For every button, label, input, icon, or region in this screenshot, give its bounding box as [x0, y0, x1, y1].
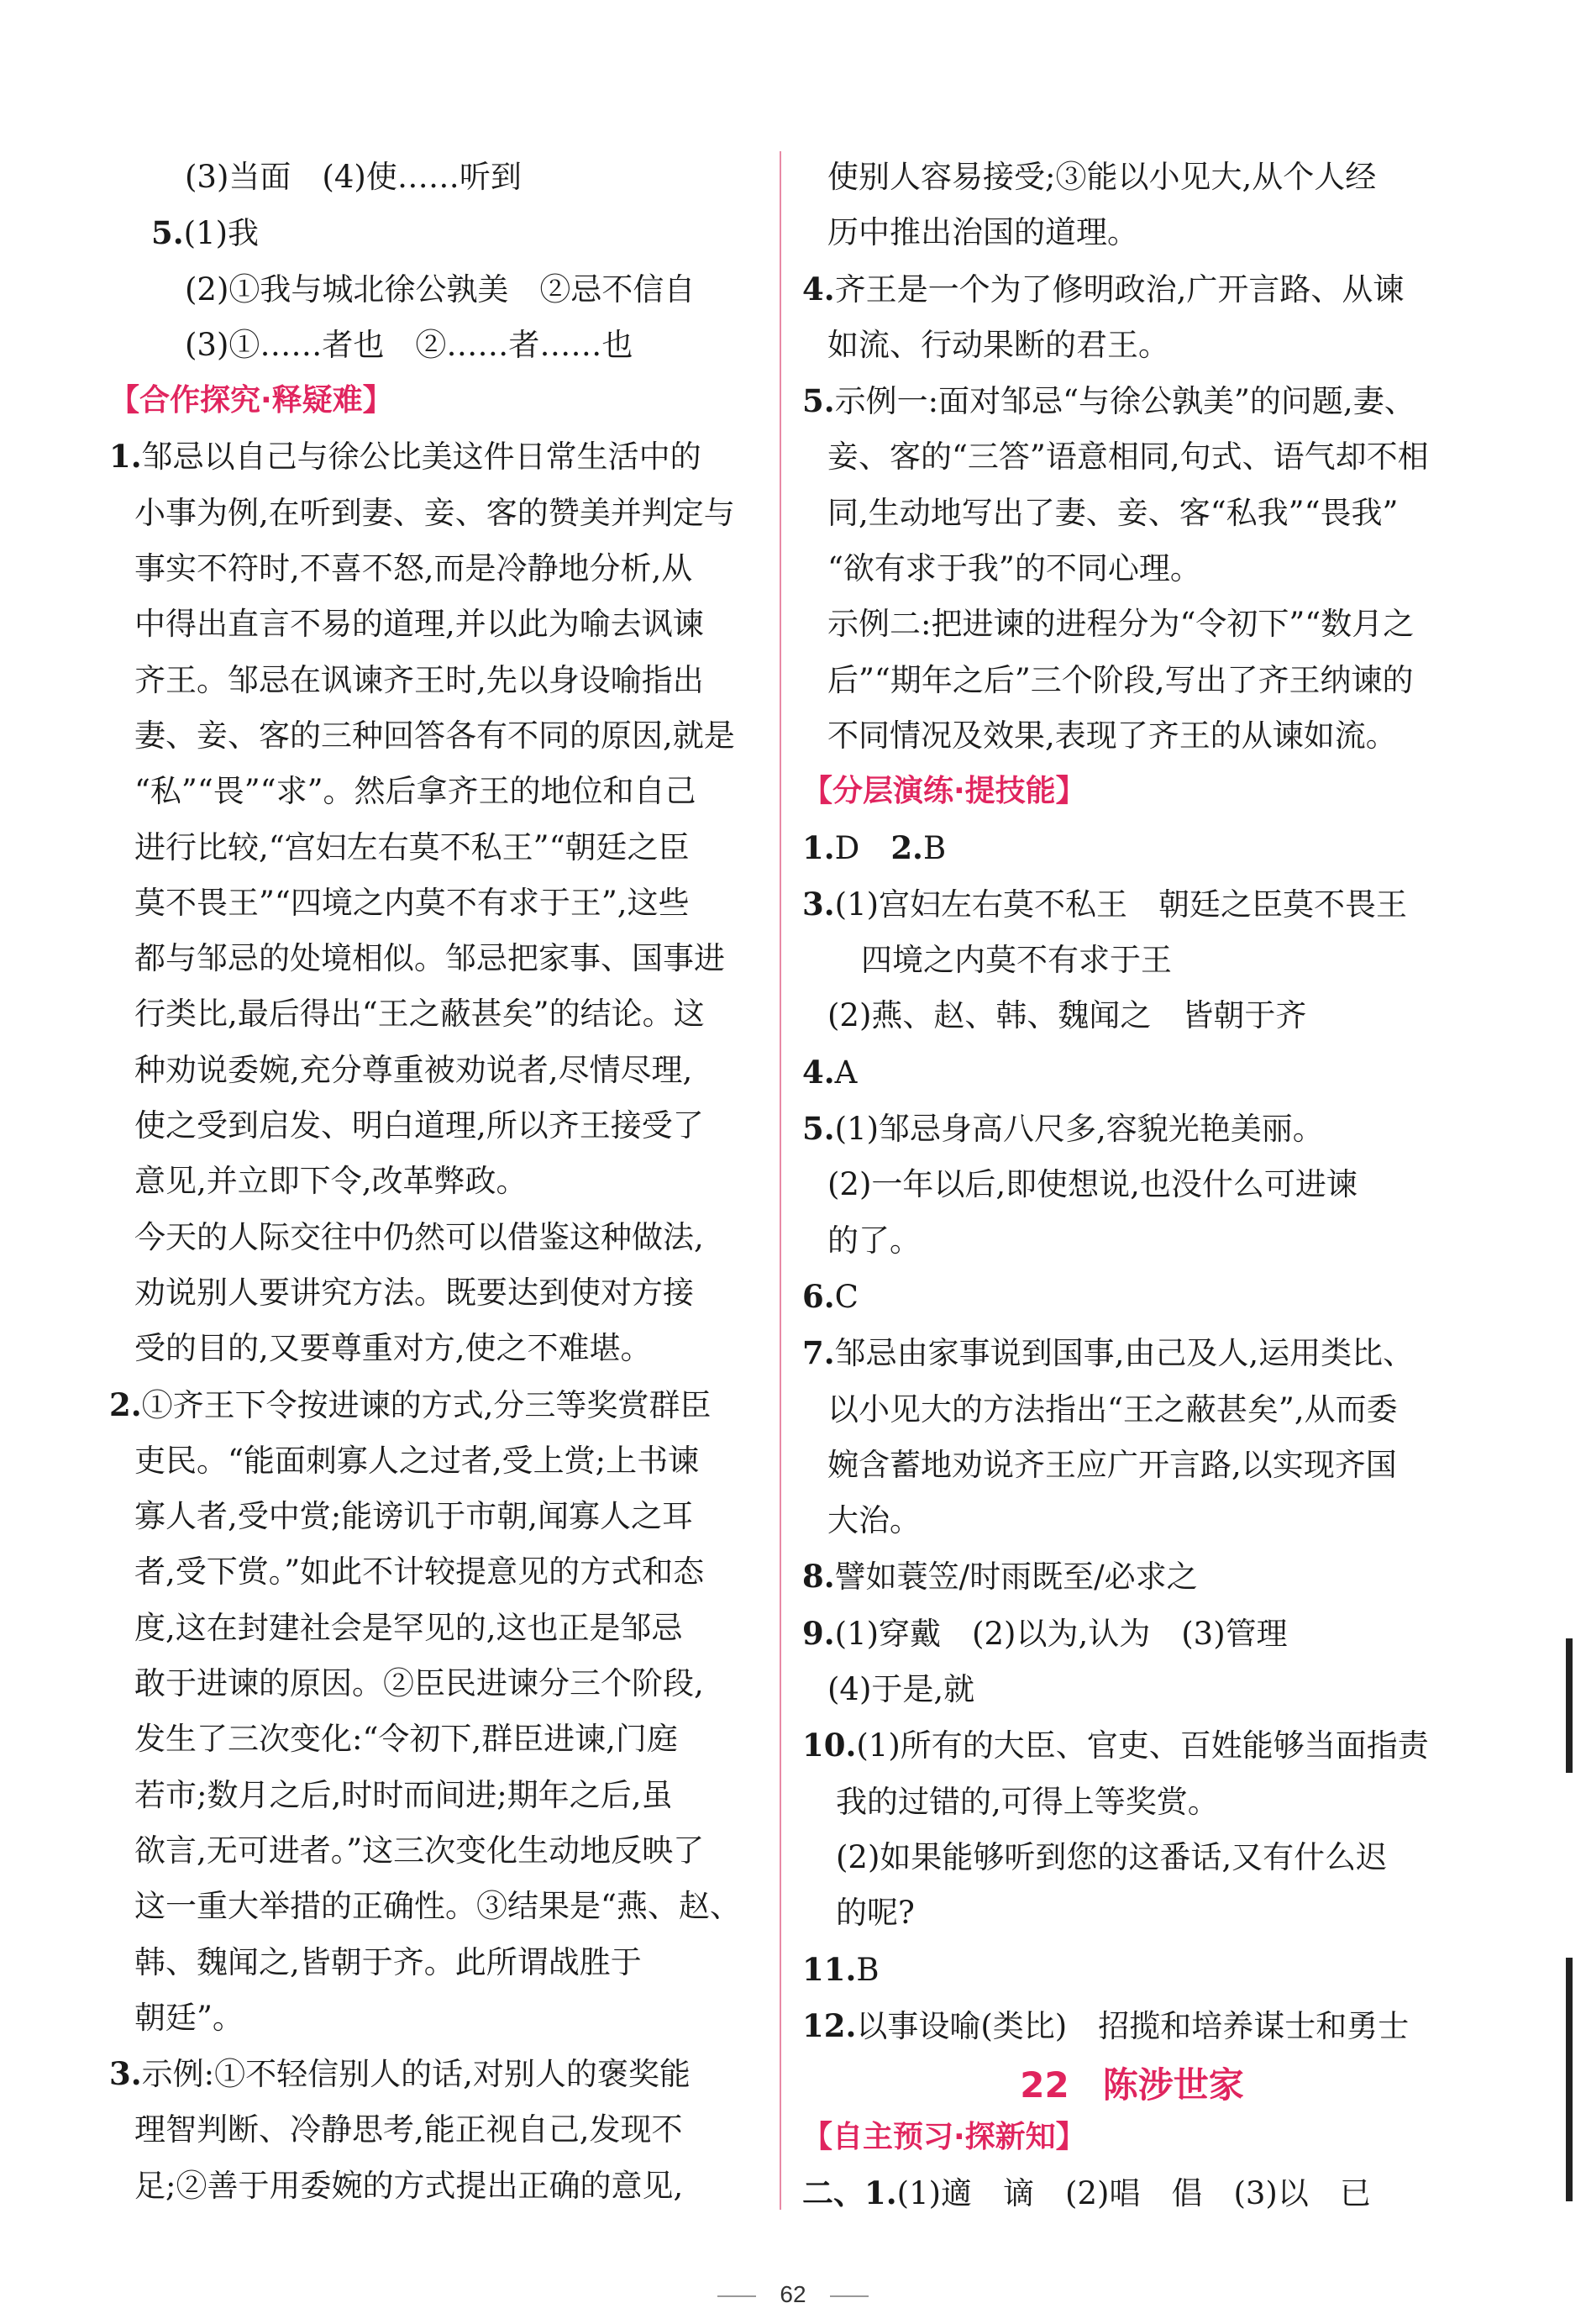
- right-column: [802, 150, 1462, 2222]
- answer-item: [109, 205, 760, 261]
- answer-text: (1)適 谪 (2)唱 倡 (3)以 已: [896, 2175, 1371, 2212]
- text-line: (4)于是,就: [827, 1671, 975, 1708]
- item-number: 1.: [802, 828, 835, 866]
- answer-text: 譬如蓑笠/时雨既至/必求之: [834, 1559, 1198, 1596]
- text-line: 韩、魏闻之,皆朝于齐。此所谓战胜于: [134, 1943, 642, 1980]
- answer-item: [109, 429, 760, 485]
- column-divider: [780, 151, 781, 2210]
- text-line: “欲有求于我”的不同心理。: [827, 550, 1201, 587]
- answer-item: [802, 1325, 1462, 1381]
- text-line: (2)燕、赵、韩、魏闻之 皆朝于齐: [827, 997, 1307, 1034]
- text-line: 今天的人际交往中仍然可以借鉴这种做法,: [134, 1218, 704, 1255]
- text-line: 后”“期年之后”三个阶段,写出了齐王纳谏的: [827, 661, 1414, 698]
- text-line: (3)当面 (4)使……听到: [185, 159, 522, 195]
- section-heading: 【分层演练·提技能】: [802, 774, 1086, 809]
- text-line: 都与邹忌的处境相似。邹忌把家事、国事进: [134, 940, 725, 977]
- text-line: 小事为例,在听到妻、妾、客的赞美并判定与: [134, 494, 735, 531]
- text-line: (2)①我与城北徐公孰美 ②忌不信自: [185, 271, 696, 308]
- item-number: 2.: [109, 1385, 142, 1423]
- answer-text: B: [856, 1951, 880, 1988]
- text-line: 妻、妾、客的三种回答各有不同的原因,就是: [134, 717, 735, 754]
- answer-text: 邹忌由家事说到国事,由己及人,运用类比、: [834, 1335, 1415, 1372]
- text-line: 这一重大举措的正确性。③结果是“燕、赵、: [134, 1888, 741, 1925]
- text-line: 历中推出治国的道理。: [827, 214, 1138, 251]
- text-line: 的了。: [827, 1222, 921, 1259]
- answer-text: (1)宫妇左右莫不私王 朝廷之臣莫不畏王: [834, 886, 1408, 923]
- text-line: 意见,并立即下令,改革弊政。: [134, 1163, 528, 1200]
- answer-item: [802, 1998, 1462, 2054]
- answer-text: (1)邹忌身高八尺多,容貌光艳美丽。: [834, 1111, 1324, 1148]
- page-number: 62: [780, 2281, 806, 2307]
- answer-item: [802, 876, 1462, 933]
- text-line: 四境之内莫不有求于王: [861, 942, 1172, 979]
- text-line: 齐王。邹忌在讽谏齐王时,先以身设喻指出: [134, 661, 704, 698]
- text-line: 吏民。“能面刺寡人之过者,受上赏;上书谏: [134, 1442, 700, 1479]
- item-number: 5.: [151, 214, 184, 252]
- text-line: 者,受下赏。”如此不计较提意见的方式和态: [134, 1554, 705, 1591]
- text-line: 示例二:把进谏的进程分为“令初下”“数月之: [827, 606, 1415, 643]
- text-line: (3)①……者也 ②……者……也: [185, 326, 633, 363]
- answer-text: (1)所有的大臣、官吏、百姓能够当面指责: [856, 1727, 1429, 1764]
- text-line: 足;②善于用委婉的方式提出正确的意见,: [134, 2167, 684, 2204]
- answer-item: [802, 2165, 1462, 2221]
- answer-text: 示例:①不轻信别人的话,对别人的褒奖能: [141, 2056, 691, 2093]
- text-line: 寡人者,受中赏;能谤讥于市朝,闻寡人之耳: [134, 1498, 693, 1535]
- text-line: 我的过错的,可得上等奖赏。: [836, 1783, 1219, 1820]
- page-footer: [0, 2281, 1586, 2308]
- left-column: [109, 150, 760, 2214]
- answer-item: [802, 1044, 1462, 1101]
- answer-item: [109, 2046, 760, 2102]
- text-line: 种劝说委婉,充分尊重被劝说者,尽情尽理,: [134, 1051, 693, 1088]
- item-number: 12.: [802, 2006, 857, 2044]
- answer-item: [802, 1269, 1462, 1325]
- text-line: 不同情况及效果,表现了齐王的从谏如流。: [827, 717, 1397, 754]
- answer-text: D: [834, 829, 891, 866]
- item-number: 2.: [890, 828, 923, 866]
- scan-edge-mark: [1566, 1638, 1573, 1773]
- answer-item: [802, 1101, 1462, 1157]
- footer-dash-right: [830, 2295, 869, 2297]
- text-line: 中得出直言不易的道理,并以此为喻去讽谏: [134, 606, 704, 643]
- text-line: 婉含蓄地劝说齐王应广开言路,以实现齐国: [827, 1446, 1397, 1483]
- answer-text: (1)我: [183, 215, 260, 252]
- answer-text: 以事设喻(类比) 招揽和培养谋士和勇士: [856, 2007, 1410, 2044]
- item-number: 4.: [802, 270, 835, 308]
- text-line: 的呢?: [836, 1895, 915, 1932]
- item-number: 9.: [802, 1614, 835, 1652]
- item-number: 4.: [802, 1053, 835, 1091]
- text-line: 使之受到启发、明白道理,所以齐王接受了: [134, 1107, 704, 1144]
- answer-item: [109, 1377, 760, 1433]
- text-line: 劝说别人要讲究方法。既要达到使对方接: [134, 1274, 694, 1311]
- text-line: 欲言,无可进者。”这三次变化生动地反映了: [134, 1832, 705, 1869]
- footer-dash-left: [717, 2295, 756, 2297]
- text-line: 发生了三次变化:“令初下,群臣进谏,门庭: [134, 1721, 678, 1758]
- answer-text: B: [922, 829, 947, 866]
- item-number: 11.: [802, 1950, 857, 1988]
- item-number: 3.: [802, 885, 835, 923]
- text-line: 敢于进谏的原因。②臣民进谏分三个阶段,: [134, 1665, 704, 1702]
- text-line: 若市;数月之后,时时而间进;期年之后,虽: [134, 1776, 673, 1813]
- text-line: 进行比较,“宫妇左右莫不私王”“朝廷之臣: [134, 828, 690, 865]
- scan-edge-mark: [1566, 1958, 1573, 2201]
- item-number: 5.: [802, 1110, 835, 1148]
- answer-item: [802, 1548, 1462, 1605]
- text-line: 同,生动地写出了妻、妾、客“私我”“畏我”: [827, 494, 1399, 531]
- answer-text: ①齐王下令按进谏的方式,分三等奖赏群臣: [141, 1386, 712, 1423]
- item-number: 1.: [109, 438, 142, 476]
- answer-item: [802, 373, 1462, 429]
- item-number: 二、1.: [802, 2174, 897, 2212]
- answer-text: C: [834, 1278, 859, 1315]
- text-line: 如流、行动果断的君王。: [827, 326, 1169, 363]
- text-line: 使别人容易接受;③能以小见大,从个人经: [827, 159, 1377, 195]
- text-line: 行类比,最后得出“王之蔽甚矣”的结论。这: [134, 996, 705, 1033]
- answer-text: 齐王是一个为了修明政治,广开言路、从谏: [834, 271, 1405, 308]
- text-line: (2)一年以后,即使想说,也没什么可进谏: [827, 1166, 1358, 1203]
- lesson-title: [802, 2054, 1462, 2110]
- text-line: 妾、客的“三答”语意相同,句式、语气却不相: [827, 439, 1429, 476]
- lesson-number: 22: [1020, 2064, 1069, 2106]
- item-number: 6.: [802, 1277, 835, 1315]
- answer-item: [802, 820, 1462, 876]
- item-number: 8.: [802, 1558, 835, 1596]
- text-line: 以小见大的方法指出“王之蔽甚矣”,从而委: [827, 1391, 1398, 1428]
- text-line: (2)如果能够听到您的这番话,又有什么迟: [836, 1838, 1388, 1875]
- text-line: 受的目的,又要尊重对方,使之不难堪。: [134, 1330, 652, 1367]
- lesson-name: 陈涉世家: [1102, 2064, 1244, 2106]
- text-line: 大治。: [827, 1502, 921, 1539]
- item-number: 5.: [802, 382, 835, 420]
- text-line: 朝廷”。: [134, 1999, 244, 2036]
- answer-text: A: [834, 1054, 858, 1091]
- answer-item: [802, 1942, 1462, 1998]
- answer-item: [802, 1717, 1462, 1774]
- text-line: “私”“畏”“求”。然后拿齐王的地位和自己: [134, 773, 696, 810]
- item-number: 3.: [109, 2055, 142, 2093]
- answer-item: [802, 1606, 1462, 1662]
- text-line: 度,这在封建社会是罕见的,这也正是邹忌: [134, 1609, 683, 1646]
- section-heading: 【合作探究·释疑难】: [109, 383, 393, 418]
- text-line: 理智判断、冷静思考,能正视自己,发现不: [134, 2111, 683, 2148]
- answer-text: 示例一:面对邹忌“与徐公孰美”的问题,妻、: [834, 383, 1415, 420]
- answer-text: (1)穿戴 (2)以为,认为 (3)管理: [834, 1615, 1288, 1652]
- item-number: 7.: [802, 1334, 835, 1372]
- answer-item: [802, 261, 1462, 318]
- section-heading: 【自主预习·探新知】: [802, 2120, 1086, 2155]
- text-line: 事实不符时,不喜不怒,而是冷静地分析,从: [134, 550, 693, 587]
- answer-text: 邹忌以自己与徐公比美这件日常生活中的: [141, 439, 701, 476]
- text-line: 莫不畏王”“四境之内莫不有求于王”,这些: [134, 884, 690, 921]
- item-number: 10.: [802, 1727, 857, 1764]
